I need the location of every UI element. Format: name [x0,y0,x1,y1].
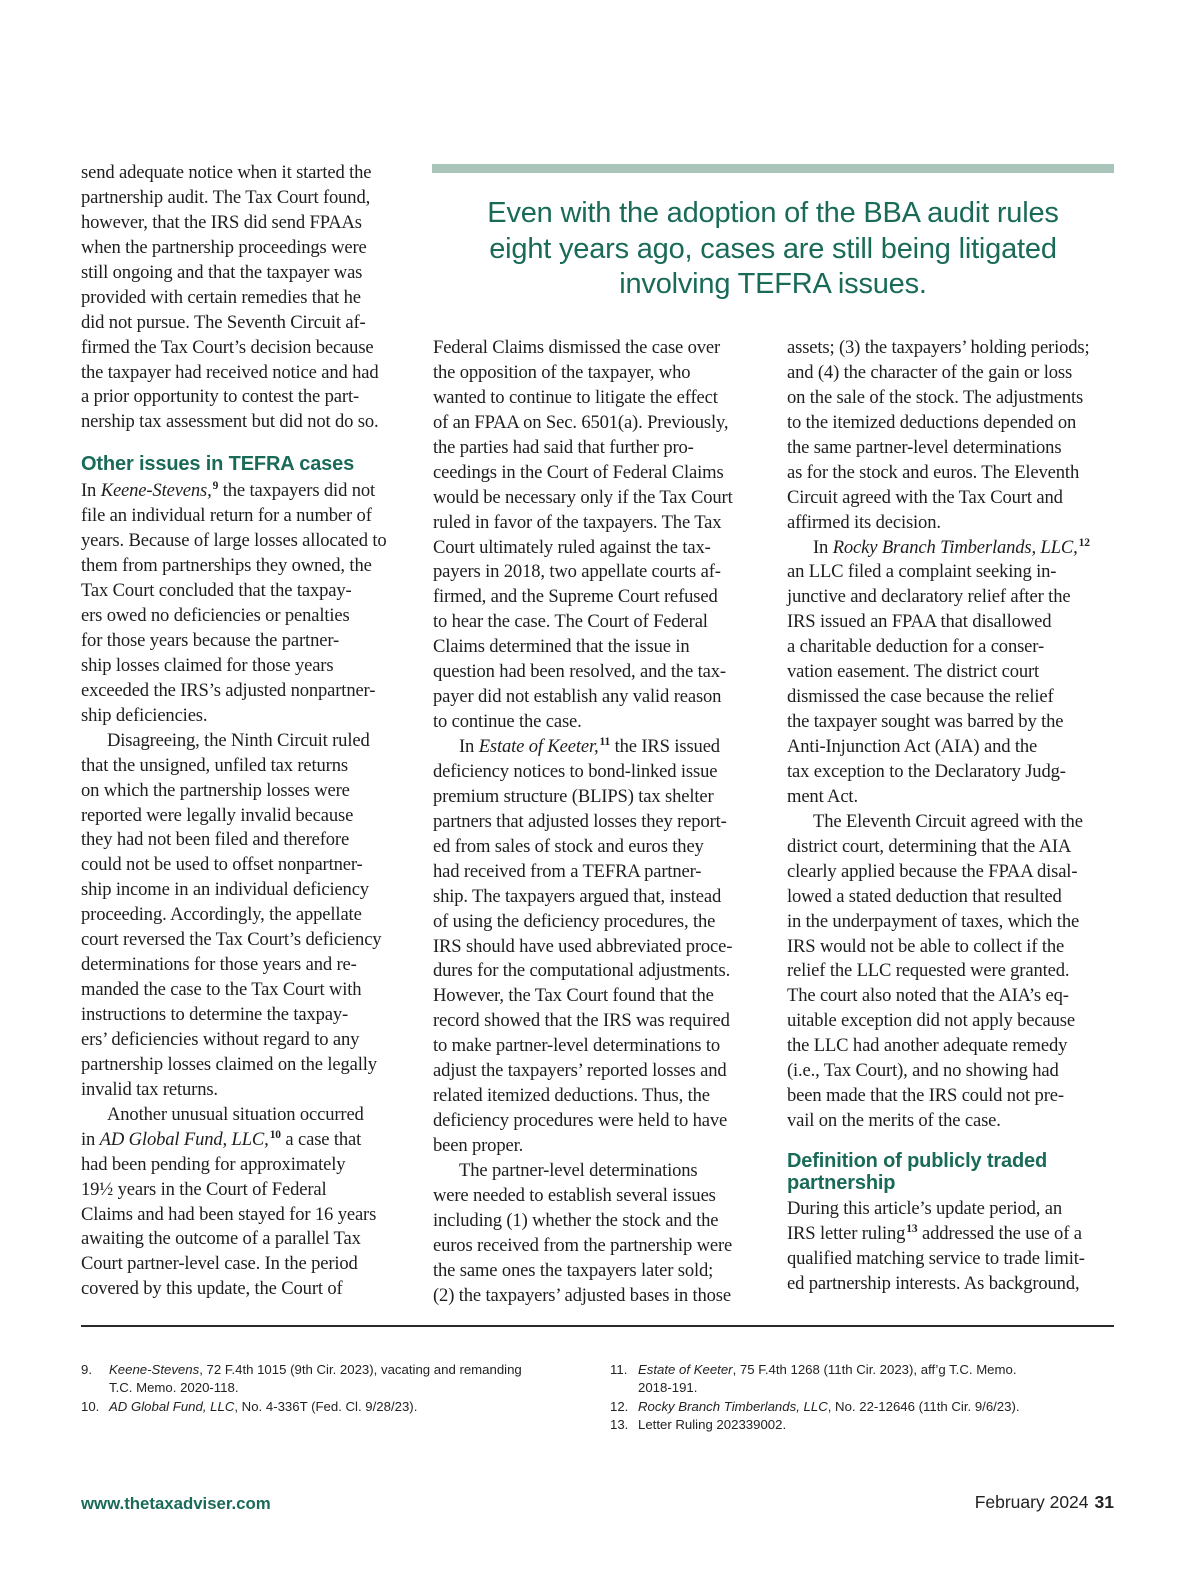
footnote-text: Estate of Keeter, 75 F.4th 1268 (11th Cir. 2023), aff’g T.C. Memo. 2018-191. [638,1362,1017,1396]
paragraph [433,1159,765,1309]
text-line: The court also noted that the AIA’s eq- [787,985,1069,1007]
text-line: court reversed the Tax Court’s deficiency [81,929,382,951]
text-line: the same ones the taxpayers later sold; [433,1259,714,1281]
text-line: the opposition of the taxpayer, who [433,361,691,383]
footnote-item [81,1361,581,1398]
text-line: to the itemized deductions depended on [787,411,1077,433]
text-line: including (1) whether the stock and the [433,1209,719,1231]
paragraph [787,536,1117,810]
text-line: on which the partnership losses were [81,779,350,801]
text-line: deficiency procedures were held to have [433,1110,728,1132]
text-line: ed partnership interests. As background, [787,1272,1080,1294]
heading-line: Definition of publicly traded [787,1150,1048,1172]
footnote-text: AD Global Fund, LLC, No. 4-336T (Fed. Cl. 9/28/23). [109,1398,418,1414]
text-line: send adequate notice when it started the [81,162,372,183]
article-column-1 [81,161,411,1302]
text-line: 19½ years in the Court of Federal [81,1178,327,1200]
text-line: years. Because of large losses allocated to [81,530,387,552]
text-line: Claims determined that the issue in [433,636,690,658]
text-line: could not be used to offset nonpartner- [81,854,363,876]
text-line: a prior opportunity to contest the part- [81,386,359,408]
paragraph [81,479,411,728]
text-line: Court ultimately ruled against the tax- [433,536,711,558]
text-line: The partner-level determinations [459,1159,698,1181]
text-line: to make partner-level determinations to [433,1035,721,1057]
footnotes-right [610,1361,1110,1434]
text-line: dures for the computational adjustments. [433,960,731,982]
case-name: Rocky Branch Timberlands, LLC, [832,536,1078,558]
page-number: 31 [1094,1492,1114,1512]
text-line: assets; (3) the taxpayers’ holding periods; [787,337,1090,358]
text-line: Court partner-level case. In the period [81,1253,358,1275]
footnote-number: 9. [81,1362,92,1377]
text-line: clearly applied because the FPAA disal- [787,860,1078,882]
text-line: (i.e., Tax Court), and no showing had [787,1060,1059,1082]
paragraph [787,336,1117,536]
issue-date: February 2024 [974,1492,1089,1512]
text-line: they had not been filed and therefore [81,829,350,851]
text-line: deficiency notices to bond-linked issue [433,760,718,782]
text-line: ers’ deficiencies without regard to any [81,1028,360,1050]
paragraph [81,1103,411,1303]
text-line: (2) the taxpayers’ adjusted bases in those [433,1284,731,1306]
text-line: manded the case to the Tax Court with [81,979,362,1001]
text-line: reported were legally invalid because [81,804,354,826]
text-line: ruled in favor of the taxpayers. The Tax [433,511,722,533]
text-line: on the sale of the stock. The adjustments [787,386,1084,408]
footnote-item [610,1416,1110,1434]
footnote-number: 12. [610,1398,629,1414]
pull-quote-bar [432,164,1114,173]
text-line: invalid tax returns. [81,1078,218,1100]
text-line: vail on the merits of the case. [787,1110,1001,1132]
paragraph [787,810,1117,1134]
text-line: the taxpayer had received notice and had [81,361,379,383]
text-line: however, that the IRS did send FPAAs [81,211,362,233]
text-line: exceeded the IRS’s adjusted nonpartner- [81,679,376,701]
text-line: Tax Court concluded that the taxpay- [81,580,352,602]
footnote-number: 11. [610,1362,628,1377]
text-line: in AD Global Fund, LLC,$^{10}$ a case that [81,1128,362,1150]
text-line: In Estate of Keeter,$^{11}$ the IRS issued [459,736,720,757]
text-line: IRS letter ruling$^{13}$ addressed the use of a [787,1222,1082,1244]
text-line: provided with certain remedies that he [81,286,361,308]
text-line: ship losses claimed for those years [81,654,334,676]
text-line: would be necessary only if the Tax Court [433,486,733,508]
text-line: junctive and declaratory relief after the [787,586,1071,608]
text-line: the taxpayer sought was barred by the [787,711,1064,733]
text-line: However, the Tax Court found that the [433,985,714,1007]
text-line: still ongoing and that the taxpayer was [81,261,363,283]
pull-quote-line: involving TEFRA issues. [619,268,927,300]
text-line: the parties had said that further pro- [433,436,694,458]
pull-quote [432,196,1114,303]
text-line: been proper. [433,1135,524,1156]
text-line: them from partnerships they owned, the [81,555,372,577]
text-line: related itemized deductions. Thus, the [433,1085,710,1107]
section-heading-tefra: Other issues in TEFRA cases [81,453,355,476]
footnote-ref[interactable]: 13 [906,1222,918,1235]
text-line: ceedings in the Court of Federal Claims [433,461,724,483]
text-line: ship deficiencies. [81,704,208,726]
text-line: euros received from the partnership were [433,1234,733,1256]
text-line: uitable exception did not apply because [787,1010,1075,1032]
text-line: the LLC had another adequate remedy [787,1035,1068,1057]
text-line: that the unsigned, unfiled tax returns [81,754,348,776]
text-line: ers owed no deficiencies or penalties [81,605,350,626]
text-line: wanted to continue to litigate the effect [433,386,718,408]
text-line: instructions to determine the taxpay- [81,1004,349,1025]
text-line: district court, determining that the AIA [787,835,1072,857]
footnote-ref[interactable]: 11 [599,736,611,748]
text-line: of using the deficiency procedures, the [433,910,716,932]
text-line: IRS should have used abbreviated proce- [433,935,733,957]
text-line: were needed to establish several issues [433,1184,716,1206]
footnotes-left [81,1361,581,1416]
text-line: firmed, and the Supreme Court refused [433,586,718,608]
footnote-item [610,1361,1110,1398]
text-line: as for the stock and euros. The Eleventh [787,461,1080,483]
paragraph [81,729,411,1103]
text-line: Another unusual situation occurred [107,1103,364,1125]
text-line: partners that adjusted losses they report- [433,810,727,832]
article-column-2 [433,336,765,1309]
text-line: covered by this update, the Court of [81,1278,343,1300]
text-line: file an individual return for a number of [81,505,372,527]
text-line: relief the LLC requested were granted. [787,960,1070,982]
text-line: been made that the IRS could not pre- [787,1085,1064,1107]
article-column-3 [787,336,1117,1297]
text-line: payers in 2018, two appellate courts af- [433,561,721,583]
text-line: vation easement. The district court [787,661,1040,683]
text-line: IRS issued an FPAA that disallowed [787,611,1052,633]
text-line: when the partnership proceedings were [81,236,367,258]
paragraph [787,1197,1117,1297]
heading-line: partnership [787,1172,896,1194]
footnote-item [610,1398,1110,1416]
text-line: nership tax assessment but did not do so. [81,411,379,433]
text-line: ship income in an individual deficiency [81,879,369,901]
text-line: ed from sales of stock and euros they [433,835,704,857]
text-line: premium structure (BLIPS) tax shelter [433,785,714,807]
text-line: ment Act. [787,785,858,807]
paragraph [433,336,765,735]
footnote-text: Keene-Stevens, 72 F.4th 1015 (9th Cir. 2023), vacating and remanding T.C. Memo. 2020-118. [109,1362,522,1396]
case-name: AD Global Fund, LLC, [99,1128,269,1150]
text-line: of an FPAA on Sec. 6501(a). Previously, [433,411,729,433]
text-line: adjust the taxpayers’ reported losses and [433,1060,727,1082]
text-line: Claims and had been stayed for 16 years [81,1203,377,1225]
text-line: dismissed the case because the relief [787,686,1054,708]
text-line: partnership losses claimed on the legally [81,1053,377,1075]
footnote-ref[interactable]: 10 [269,1128,281,1141]
footnote-text: Rocky Branch Timberlands, LLC, No. 22-12646 (11th Cir. 9/6/23). [638,1398,1020,1414]
text-line: payer did not establish any valid reason [433,686,722,708]
pull-quote-line: eight years ago, cases are still being litigated [489,232,1057,265]
text-line: qualified matching service to trade limit- [787,1247,1085,1269]
text-line: partnership audit. The Tax Court found, [81,186,371,208]
text-line: Anti-Injunction Act (AIA) and the [787,736,1038,757]
text-line: The Eleventh Circuit agreed with the [813,810,1083,832]
text-line: question had been resolved, and the tax- [433,661,726,683]
text-line: record showed that the IRS was required [433,1010,730,1032]
footer-website-link[interactable]: www.thetaxadviser.com [81,1494,271,1513]
section-heading-ptp [787,1150,1117,1194]
case-name: Estate of Keeter, [478,736,599,757]
text-line: firmed the Tax Court’s decision because [81,336,374,358]
footer-issue [975,1492,1114,1513]
text-line: the same partner-level determinations [787,436,1062,458]
paragraph [433,735,765,1159]
text-line: had received from a TEFRA partner- [433,860,702,882]
text-line: affirmed its decision. [787,511,941,533]
footnote-number: 13. [610,1416,629,1432]
text-line: had been pending for approximately [81,1153,346,1175]
text-line: Federal Claims dismissed the case over [433,337,721,358]
text-line: awaiting the outcome of a parallel Tax [81,1228,361,1250]
text-line: did not pursue. The Seventh Circuit af- [81,311,366,333]
footnote-text: Letter Ruling 202339002. [638,1416,787,1432]
text-line: a charitable deduction for a conser- [787,636,1044,658]
text-line: for those years because the partner- [81,629,340,651]
footnote-ref[interactable]: 9 [212,480,219,493]
text-line: to continue the case. [433,711,582,733]
text-line: and (4) the character of the gain or loss [787,361,1073,383]
text-line: In Rocky Branch Timberlands, LLC,$^{12}$ [813,536,1090,558]
case-name: Keene-Stevens, [100,480,212,502]
text-line: During this article’s update period, an [787,1198,1063,1219]
footnote-ref[interactable]: 12 [1078,536,1090,549]
text-line: In Keene-Stevens,$^9$ the taxpayers did not [81,480,376,502]
text-line: Circuit agreed with the Tax Court and [787,486,1063,508]
text-line: in the underpayment of taxes, which the [787,910,1080,932]
footnote-number: 10. [81,1398,100,1414]
text-line: determinations for those years and re- [81,954,357,976]
text-line: ship. The taxpayers argued that, instead [433,885,722,907]
footnote-divider [81,1325,1114,1327]
text-line: proceeding. Accordingly, the appellate [81,904,362,926]
text-line: Disagreeing, the Ninth Circuit ruled [107,729,370,751]
text-line: tax exception to the Declaratory Judg- [787,760,1066,782]
pull-quote-line: Even with the adoption of the BBA audit rules [487,197,1059,229]
footnote-item [81,1398,581,1416]
text-line: IRS would not be able to collect if the [787,935,1065,957]
text-line: lowed a stated deduction that resulted [787,885,1062,907]
text-line: to hear the case. The Court of Federal [433,611,708,633]
text-line: an LLC filed a complaint seeking in- [787,561,1057,583]
paragraph [81,161,411,435]
